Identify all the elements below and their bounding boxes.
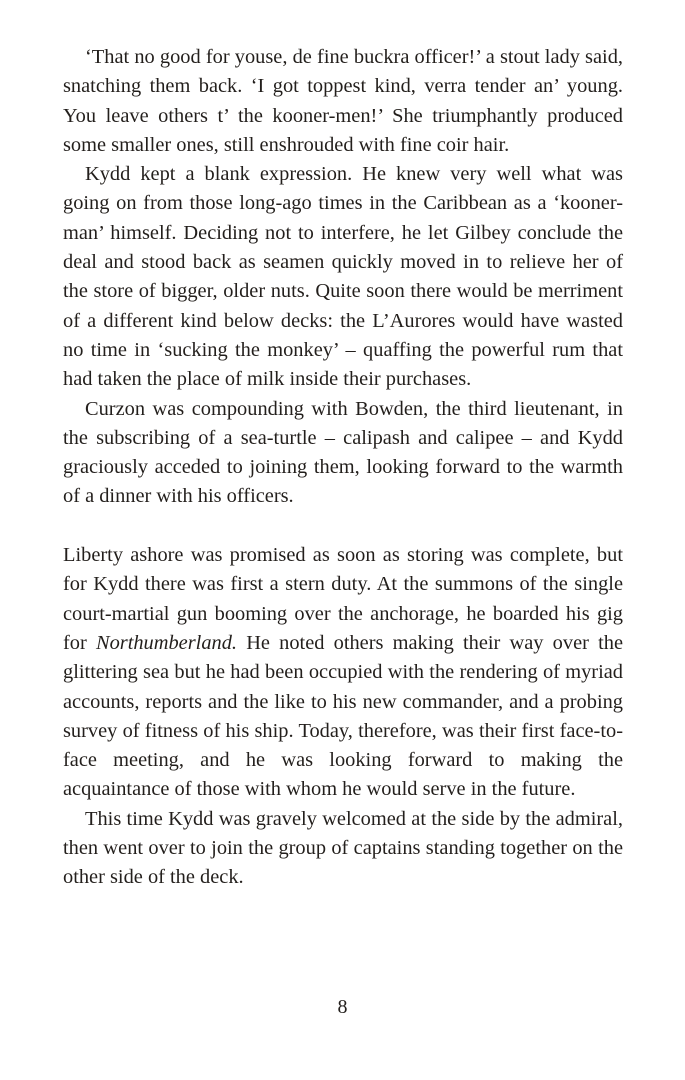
paragraph-kydd-blank-expression: Kydd kept a blank expression. He knew very well what was going on from those long-ago times in the Caribbean as a ‘kooner-man’ himself. Deciding not to interfere, he let Gilbey conclude the deal and stood back as seamen quickly moved in to relieve her of the store of bigger, older nuts. Quite soon there would be merriment of a different kind below decks: the L’Aurores would have wasted no time in ‘sucking the monkey’ – quaffing the powerful rum that had taken the place of milk inside their purchases. xyxy=(63,163,623,391)
paragraph-admiral-welcome: This time Kydd was gravely welcomed at the side by the admiral, then went over to join the group of captains standing together on the other side of the deck. xyxy=(63,807,623,889)
paragraph-text-after: He noted others making their way over the glittering sea but he had been occupied with the rendering of myriad accounts, reports and the like to his new commander, and a probing survey of fitness of his ship. Today, therefore, was their first face-to-face meeting, and he was looking forward to making the acquaintance of those with whom he would serve in the future. xyxy=(63,631,623,801)
paragraph-curzon-turtle: Curzon was compounding with Bowden, the third lieutenant, in the subscribing of a sea-turtle – calipash and calipee – and Kydd graciously acceded to joining them, looking forward to the warmth of a dinner with his officers. xyxy=(63,397,623,508)
paragraph-text-before: Liberty ashore was promised as soon as storing was complete, but for Kydd there was first a stern duty. At the summons of the single court-martial gun booming over the anchorage, he boarded his gig for xyxy=(63,544,623,654)
ship-name-italic: Northumberland. xyxy=(95,631,238,654)
page-body xyxy=(63,43,623,893)
paragraph-liberty-ashore xyxy=(63,541,623,805)
paragraph-market-dialogue: ‘That no good for youse, de fine buckra officer!’ a stout lady said, snatching them back. ‘I got toppest kind, verra tender an’ young. You leave others t’ the kooner-men!’ She triumphantly produced some smaller ones, still enshrouded with fine coir hair. xyxy=(63,46,623,156)
page-number: 8 xyxy=(337,996,348,1018)
